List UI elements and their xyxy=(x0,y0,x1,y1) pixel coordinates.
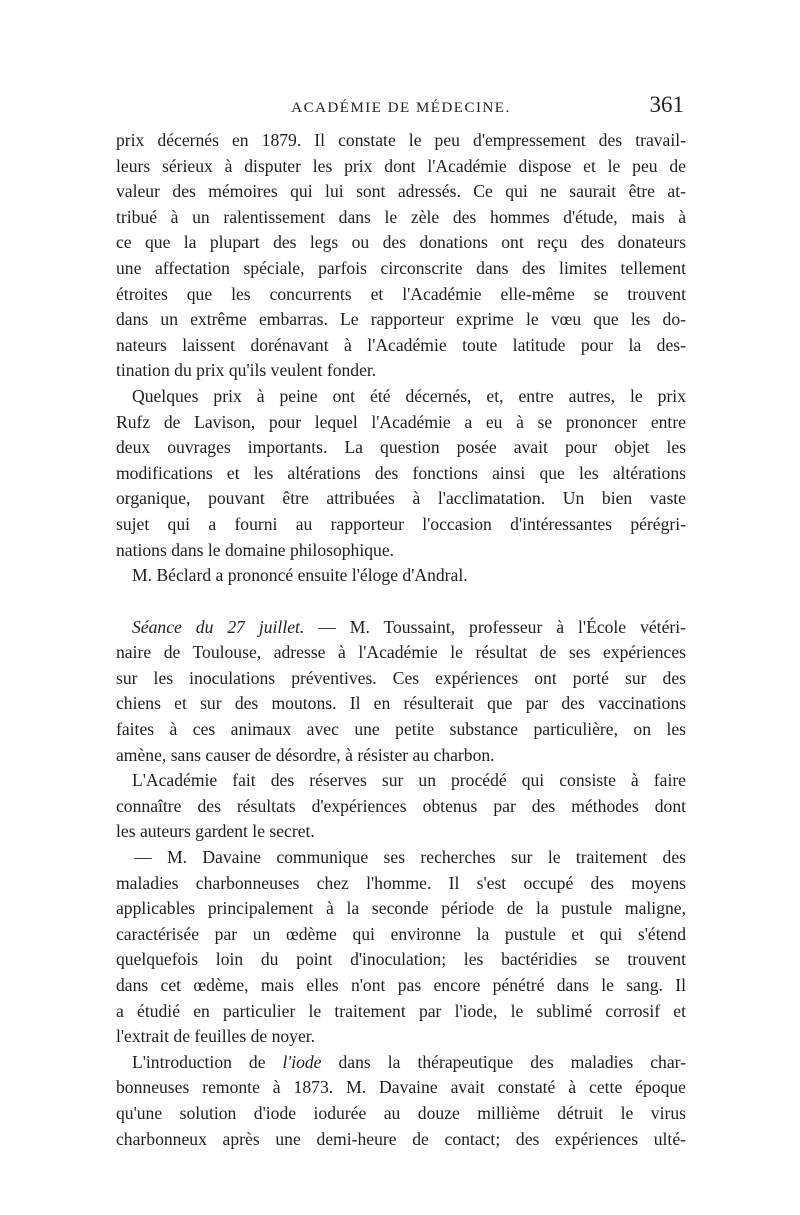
text-line: organique, pouvant être attribuées à l'acclimatation. Un bien vaste xyxy=(116,488,686,509)
text-line: tribué à un ralentissement dans le zèle des hommes d'étude, mais à xyxy=(116,206,686,227)
text-line: les auteurs gardent le secret. xyxy=(116,821,315,842)
running-title: ACADÉMIE DE MÉDECINE. xyxy=(291,100,511,116)
text-line: sur les inoculations préventives. Ces expériences ont porté sur des xyxy=(116,667,686,688)
text-line xyxy=(116,615,686,641)
text-line: naire de Toulouse, adresse à l'Académie le résultat de ses expériences xyxy=(116,642,686,663)
paragraph-prizes-awarded xyxy=(116,384,686,563)
text-line: L'Académie fait des réserves sur un procédé qui consiste à faire xyxy=(132,770,686,791)
body-text xyxy=(116,128,686,1152)
text-line: l'extrait de feuilles de noyer. xyxy=(116,1026,316,1047)
text-line: leurs sérieux à disputer les prix dont l'Académie dispose et le peu de xyxy=(116,155,686,176)
text-line: deux ouvrages importants. La question posée avait pour objet les xyxy=(116,437,686,458)
text-line: caractérisée par un œdème qui environne la pustule et qui s'étend xyxy=(116,923,686,944)
text-line: prix décernés en 1879. Il constate le peu d'empressement des travail- xyxy=(116,130,686,150)
text-line: nateurs laissent dorénavant à l'Académie toute latitude pour la des- xyxy=(116,334,686,355)
text-line: a étudié en particulier le traitement par l'iode, le sublimé corrosif et xyxy=(116,1000,686,1021)
text-line: quelquefois loin du point d'inoculation; les bactéridies se trouvent xyxy=(116,949,686,970)
text-line: valeur des mémoires qui lui sont adressés. Ce qui ne saurait être at- xyxy=(116,181,686,202)
paragraph-academy-reservations xyxy=(116,768,686,845)
text-line: amène, sans causer de désordre, à résister au charbon. xyxy=(116,744,495,765)
paragraph-session-27-july xyxy=(116,615,686,769)
text-line: étroites que les concurrents et l'Académie elle-même se trouvent xyxy=(116,283,686,304)
text-fragment: dans la thérapeutique des maladies char- xyxy=(321,1051,686,1072)
paragraph-eulogy xyxy=(116,563,686,589)
text-line: ce que la plupart des legs ou des donations ont reçu des donateurs xyxy=(116,232,686,253)
text-line: chiens et sur des moutons. Il en résulterait que par des vaccinations xyxy=(116,693,686,714)
running-head xyxy=(116,92,686,122)
text-line: bonneuses remonte à 1873. M. Davaine avait constaté à cette époque xyxy=(116,1077,686,1098)
text-line: une affectation spéciale, parfois circonscrite dans des limites tellement xyxy=(116,257,686,278)
page-number: 361 xyxy=(649,92,684,117)
text-line: sujet qui a fourni au rapporteur l'occasion d'intéressantes pérégri- xyxy=(116,513,686,534)
text-line: faites à ces animaux avec une petite substance particulière, on les xyxy=(116,719,686,740)
text-line: nations dans le domaine philosophique. xyxy=(116,539,395,560)
text-line: Rufz de Lavison, pour lequel l'Académie a eu à se prononcer entre xyxy=(116,411,686,432)
text-line: connaître des résultats d'expériences obtenus par des méthodes dont xyxy=(116,795,686,816)
text-line: dans cet œdème, mais elles n'ont pas encore pénétré dans le sang. Il xyxy=(116,975,686,995)
text-fragment: L'introduction de xyxy=(132,1051,283,1072)
text-line: tination du prix qu'ils veulent fonder. xyxy=(116,360,377,381)
section-gap xyxy=(116,589,686,615)
text-line: dans un extrême embarras. Le rapporteur exprime le vœu que les do- xyxy=(116,309,686,330)
session-date: Séance du 27 juillet. xyxy=(132,616,305,637)
paragraph-iodine-introduction xyxy=(116,1050,686,1152)
text-line: applicables principalement à la seconde période de la pustule maligne, xyxy=(116,898,686,919)
text-line: maladies charbonneuses chez l'homme. Il s'est occupé des moyens xyxy=(116,872,686,893)
paragraph-davaine-research xyxy=(116,845,686,1050)
text-line: modifications et les altérations des fonctions ainsi que les altérations xyxy=(116,462,686,483)
text-line: Quelques prix à peine ont été décernés, et, entre autres, le prix xyxy=(132,385,686,406)
paragraph-prize-report xyxy=(116,128,686,384)
text-line: — M. Davaine communique ses recherches sur le traitement des xyxy=(134,847,686,868)
text-fragment: — M. Toussaint, professeur à l'École vétéri- xyxy=(304,616,686,637)
text-line: M. Béclard a prononcé ensuite l'éloge d'Andral. xyxy=(132,565,468,586)
text-line: charbonneux après une demi-heure de contact; des expériences ulté- xyxy=(116,1128,686,1149)
italic-term: l'iode xyxy=(282,1051,322,1072)
text-line xyxy=(116,1050,686,1076)
text-line: qu'une solution d'iode iodurée au douze millième détruit le virus xyxy=(116,1102,686,1123)
